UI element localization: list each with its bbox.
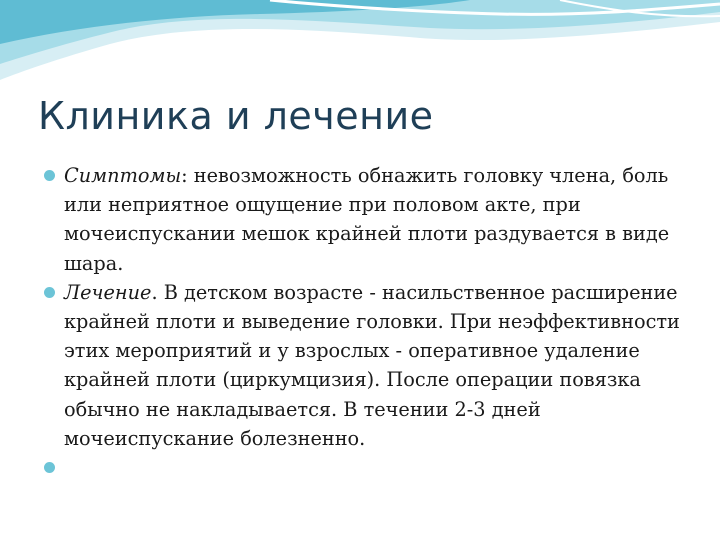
bullet-text: . В детском возрасте - насильственное расширение крайней плоти и выведение головки. При неэффективности этих мероприятий и у взрослых - оперативное удаление крайней плоти (циркумцизия). После операции повязка обычно не накладывается. В течении 2-3 дней мочеиспускание болезненно.: [64, 280, 680, 450]
bullet-empty: [44, 453, 694, 482]
wave-header-decoration: [0, 0, 720, 90]
bullet-text: : невозможность обнажить головку члена, боль или неприятное ощущение при половом акте, при мочеиспускании мешок крайней плоти раздувается в виде шара.: [64, 164, 670, 275]
bullet-treatment: [44, 278, 694, 453]
bullet-marker-icon: [44, 462, 55, 473]
bullet-term: Лечение: [64, 280, 152, 304]
slide-title: Клиника и лечение: [38, 94, 434, 138]
bullet-symptoms: [44, 161, 694, 278]
bullet-list: [44, 161, 694, 482]
bullet-marker-icon: [44, 170, 55, 181]
bullet-term: Симптомы: [64, 164, 182, 187]
bullet-marker-icon: [44, 287, 55, 298]
